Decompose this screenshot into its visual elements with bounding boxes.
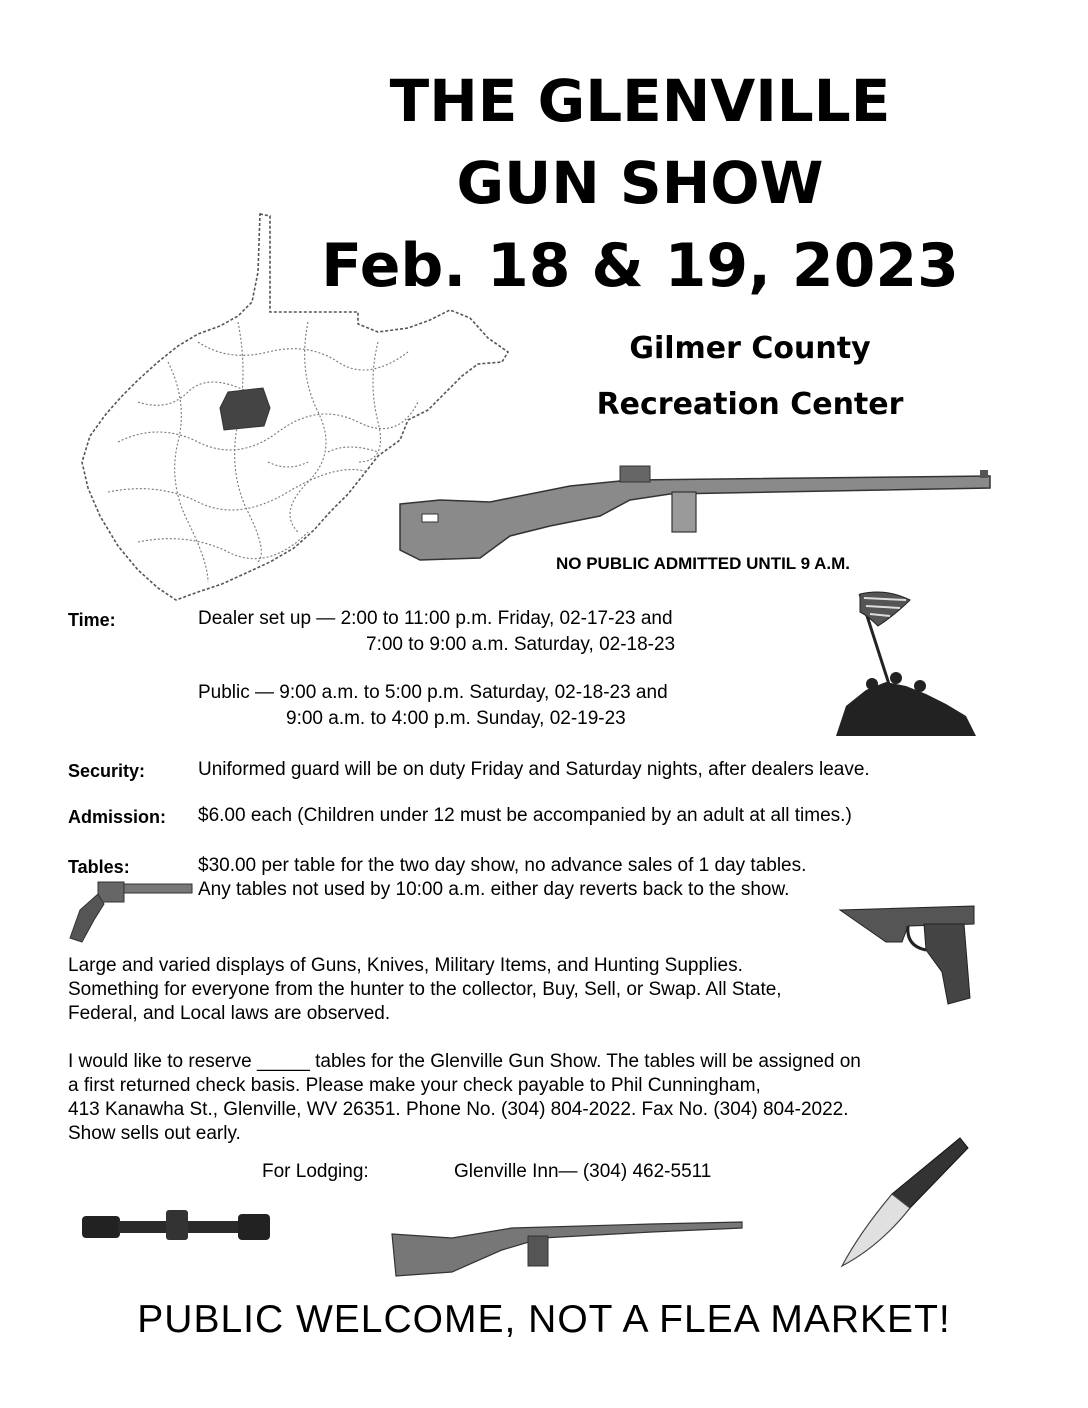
admission-text: $6.00 each (Children under 12 must be accompanied by an adult at all times.) <box>198 805 852 826</box>
displays-line-3: Federal, and Local laws are observed. <box>68 1003 391 1024</box>
displays-line-1: Large and varied displays of Guns, Knives, Military Items, and Hunting Supplies. <box>68 955 743 976</box>
tables-label: Tables: <box>68 857 130 877</box>
public-welcome-banner: PUBLIC WELCOME, NOT A FLEA MARKET! <box>137 1298 951 1341</box>
rifle-scope-icon <box>82 1206 272 1246</box>
venue-line-1: Gilmer County <box>629 331 871 366</box>
reserve-line-1: I would like to reserve _____ tables for the Glenville Gun Show. The tables will be assigned on <box>68 1051 861 1072</box>
folding-knife-icon <box>840 1136 970 1268</box>
lodging-label: For Lodging: <box>262 1161 369 1182</box>
public-hours-line-1: Public — 9:00 a.m. to 5:00 p.m. Saturday, 02-18-23 and <box>198 682 668 703</box>
iwo-jima-flag-icon <box>826 586 978 742</box>
dealer-setup-line-1: Dealer set up — 2:00 to 11:00 p.m. Friday, 02-17-23 and <box>198 608 673 629</box>
time-label: Time: <box>68 610 116 630</box>
security-label: Security: <box>68 761 146 781</box>
battle-rifle-icon <box>392 1214 746 1284</box>
displays-line-2: Something for everyone from the hunter to the collector, Buy, Sell, or Swap. All State, <box>68 979 782 1000</box>
admission-label: Admission: <box>68 807 167 827</box>
public-hours-line-2: 9:00 a.m. to 4:00 p.m. Sunday, 02-19-23 <box>286 708 626 729</box>
reserve-line-2: a first returned check basis. Please make your check payable to Phil Cunningham, <box>68 1075 761 1096</box>
venue-line-2: Recreation Center <box>596 387 904 422</box>
reserve-line-4: Show sells out early. <box>68 1123 241 1144</box>
pistol-icon <box>838 902 978 1006</box>
reserve-line-3: 413 Kanawha St., Glenville, WV 26351. Phone No. (304) 804-2022. Fax No. (304) 804-2022. <box>68 1099 849 1120</box>
show-dates: Feb. 18 & 19, 2023 <box>321 231 959 301</box>
admission-notice: NO PUBLIC ADMITTED UNTIL 9 A.M. <box>556 554 851 573</box>
tables-line-2: Any tables not used by 10:00 a.m. either day reverts back to the show. <box>198 879 790 900</box>
title-line-1: THE GLENVILLE <box>389 67 891 135</box>
security-text: Uniformed guard will be on duty Friday and Saturday nights, after dealers leave. <box>198 759 870 780</box>
tables-line-1: $30.00 per table for the two day show, no advance sales of 1 day tables. <box>198 855 807 876</box>
dealer-setup-line-2: 7:00 to 9:00 a.m. Saturday, 02-18-23 <box>366 634 676 655</box>
revolver-icon <box>68 880 194 944</box>
lodging-value: Glenville Inn— (304) 462-5511 <box>454 1161 712 1182</box>
title-line-2: GUN SHOW <box>456 149 824 217</box>
